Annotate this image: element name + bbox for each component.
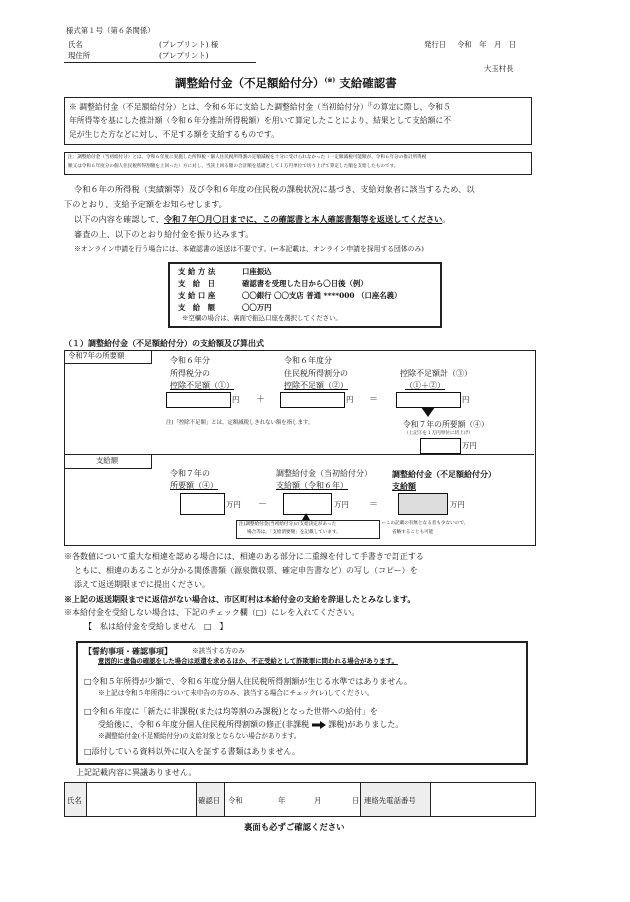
pledge-item-3[interactable]: □添付している資料以外に収入を証する書類はありません。 [84, 747, 301, 756]
remark-2: ※上記の返送期限までに返信がない場合は、市区町村は本給付金の支給を辞退したとみなします。 [64, 594, 416, 604]
issue-date: 令和 年 月 日 [457, 40, 517, 49]
notice-line-3: 足が生じた方などに対し、不足する額を支給するものです。 [69, 130, 279, 139]
remark-1a: ※各数値について重大な相違を認める場合には、相違のある部分に二重線を付して手書きで訂正する [64, 552, 424, 561]
unit-man-yen-3: 万円 [334, 500, 349, 509]
remark-1b: ともに、相違のあることが分かる関係書類（源泉徴収票、確定申告書など）の写し（コピー）を [74, 566, 418, 575]
pledge-title: 【誓約事項・確認事項】 [84, 646, 172, 656]
deduction-shortfall-total-box[interactable] [396, 392, 461, 408]
sign-date-field[interactable] [224, 782, 362, 817]
note2-line-2: 場合等は、「支給済要額」を記載しています。 [247, 530, 341, 535]
note2-box [236, 520, 380, 539]
small-note-box [64, 152, 532, 175]
note3-line-1: ←この記載の有無となる者も少ないので、 [382, 521, 469, 526]
pay-amount-value: 〇〇万円 [242, 303, 272, 312]
pay-amount-label: 支 給 額 [178, 303, 215, 312]
required-amount-title: 令和７年の所要額（④） [403, 420, 489, 429]
header-underline [64, 62, 256, 63]
pledge-title-note: ※該当する方のみ [192, 647, 245, 655]
unit-yen-3: 円 [462, 395, 470, 404]
footer-note: 裏面も必ずご確認ください [244, 822, 345, 832]
sign-phone-field[interactable] [430, 782, 536, 817]
sign-day: 日 [352, 796, 360, 805]
up-arrow-icon [302, 513, 310, 520]
confirm-line: 上記記載内容に異議ありません。 [76, 768, 197, 777]
c2-line-1: 令和６年度分 [284, 356, 332, 365]
intro-line-5: ※オンライン申請を行う場合には、本確認書の返送は不要です。(←本記載は、オンライン申請を採用する団体のみ) [74, 245, 424, 253]
intro-line-1: 令和６年の所得税（実績額等）及び令和６年度の住民税の課税状況に基づき、支給対象者に該当するため、以 [74, 184, 475, 194]
name-value: (プレプリント) 様 [159, 40, 219, 49]
pay-account-label: 支 給 口 座 [178, 291, 216, 300]
payment-box [168, 262, 442, 328]
issue-label: 発行日 [424, 40, 447, 49]
pledge-item-1-note: ※上記は令和５年所得について未申告の方のみ、該当する場合にチェック(レ)してください。 [98, 689, 374, 697]
intro-line-4: 審査の上、以下のとおり給付金を振り込みます。 [74, 229, 254, 239]
unit-man-yen-2: 万円 [226, 500, 241, 509]
required-amount-sub: （上記③を１万円単位に切上げ） [404, 431, 473, 436]
address-label: 現住所 [68, 51, 91, 60]
pay-note: ※空欄の場合は、裏面で振込口座を選択してください。 [182, 314, 342, 322]
c2-line-3: 控除不足額（②） [284, 381, 348, 390]
pay-account-value: 〇〇銀行 〇〇支店 普通 ****000 （口座名義） [242, 291, 402, 300]
required-label: 令和7年の所要額 [68, 351, 125, 360]
pledge-item-2b: 受給後に、令和６年度分個人住民税所得割額の修正(非課税 課税)がありました。 [98, 720, 404, 729]
notice-line-2: 年所得等を基にした推計額（令和６年分推計所得税額）を用いて算定したことにより、結果として支給額に不 [69, 116, 452, 125]
equals-sign-1: ＝ [369, 395, 379, 405]
pledge-item-2a[interactable]: □令和６年度に「新たに非課税(または均等割のみ課税)となった世帯への給付」を [84, 707, 378, 716]
pay-date-label: 支 給 日 [178, 279, 215, 288]
sign-year: 年 [278, 796, 286, 805]
unit-man-yen-1: 万円 [462, 441, 477, 450]
notice-box [64, 97, 532, 145]
note3-line-2: 省略することも可能 [392, 530, 434, 535]
sign-reiwa: 令和 [228, 796, 243, 805]
decline-checkbox[interactable]: 【 私は給付金を受給しません □ 】 [84, 622, 228, 631]
pledge-warning: 意図的に虚偽の確認をした場合は返還を求めるほか、不正受給として詐欺罪に問われる場合があります。 [98, 657, 398, 665]
issuer: 大玉村長 [484, 64, 514, 73]
intro-line-3: 以下の内容を確認して、令和７年〇月〇日までに、この確認書と本人確認書類等を返送してください。 [74, 214, 451, 224]
c1-line-1: 令和６年分 [170, 356, 210, 365]
pledge-item-1[interactable]: □令和５年所得が少額で、令和６年度分個人住民税所得割額が生じる水準ではありません。 [84, 677, 412, 686]
intro-line-2: 下のとおり、支給予定額をお知らせします。 [64, 199, 227, 209]
sign-name-field[interactable] [86, 782, 198, 817]
c1-line-3: 控除不足額（①） [170, 381, 234, 390]
p1-line-2: 所要額（④） [170, 481, 218, 490]
p3-line-1: 調整給付金（不足額給付分） [392, 469, 496, 479]
note2-line-1: 注)調整給付金(当初給付分)の支給決定があった [239, 522, 337, 527]
plus-sign: ＋ [256, 395, 266, 405]
c2-line-2: 住民税所得割分の [284, 369, 348, 378]
address-value: (プレプリント) [159, 51, 209, 60]
return-deadline: 令和７年〇月〇日までに、この確認書と本人確認書類等を返送してください [163, 214, 443, 224]
minus-sign: － [258, 500, 268, 510]
pledge-box [76, 641, 528, 765]
name-label: 氏名 [68, 40, 83, 49]
pay-method-label: 支 給 方 法 [178, 267, 216, 276]
unit-yen-1: 円 [232, 395, 240, 404]
down-arrow-icon [421, 407, 435, 417]
equals-sign-2: ＝ [369, 500, 379, 510]
form-number: 様式第１号（第６条関係） [66, 26, 155, 35]
sign-date-label: 確認日 [198, 796, 221, 805]
c3-line-2: （①＋②） [405, 381, 445, 390]
remark-3: ※本給付金を受給しない場合は、下記のチェック欄（□）にレを入れてください。 [64, 608, 360, 617]
c1-line-2: 所得税分の [170, 369, 210, 378]
deduction-shortfall-1-box[interactable] [166, 392, 231, 408]
p3-line-2: 支給額 [392, 481, 416, 491]
right-arrow-icon [312, 721, 326, 729]
shortfall-payment-box[interactable] [398, 493, 448, 515]
small-note-1: 注：調整給付金（当初給付分）とは、令和６年度に実施した所得税・個人住民税所得割の定額減税を十分に受けられなかった（一定額減税可能額が、令和６年分の推計所得税 [68, 155, 427, 160]
required-amount-4-box[interactable] [180, 493, 225, 515]
pledge-item-2-note: ※調整給付金(不足額給付分)の支給対象とならない場合があります。 [98, 732, 301, 740]
sign-phone-label: 連絡先電話番号 [364, 796, 416, 805]
pay-date-value: 確認書を受理した日から〇日後（例） [242, 279, 368, 288]
pay-label: 支給額 [95, 456, 119, 465]
c3-line-1: 控除不足額計（③） [400, 369, 472, 378]
required-amount-box[interactable] [420, 438, 461, 454]
sign-name-label: 氏名 [67, 796, 82, 805]
remark-1c: 添えて返送期限までに提出ください。 [74, 580, 210, 589]
unit-man-yen-4: 万円 [450, 500, 465, 509]
p2-line-2: 支給額（令和６年） [276, 481, 348, 490]
small-note-2: 額又は令和６年度分の個人住民税所得割額を上回った）方に対し、当該上回る額の合計額を基礎として１万円単位で切り上げて算定した額を支給したものです。 [68, 164, 399, 169]
section1-heading: （１）調整給付金（不足額給付分）の支給額及び算出式 [64, 338, 264, 348]
unit-yen-2: 円 [346, 395, 354, 404]
deduction-shortfall-2-box[interactable] [280, 392, 345, 408]
p1-line-1: 令和７年の [170, 469, 210, 478]
initial-payment-box[interactable] [283, 493, 332, 515]
shortfall-note: 注)「控除不足額」とは、定額減税しきれない額を指します。 [166, 420, 314, 426]
page-title: 調整給付金（不足額給付分）(※) 支給確認書 [175, 76, 397, 90]
pay-method-value: 口座振込 [242, 267, 272, 276]
p2-line-1: 調整給付金（当初給付分） [276, 469, 372, 478]
sign-month: 月 [314, 796, 322, 805]
notice-line-1: ※ 調整給付金（不足額給付分）とは、令和６年に支給した調整給付金（当初給付分）$^注$の算定に際し、令和５ [69, 102, 451, 112]
